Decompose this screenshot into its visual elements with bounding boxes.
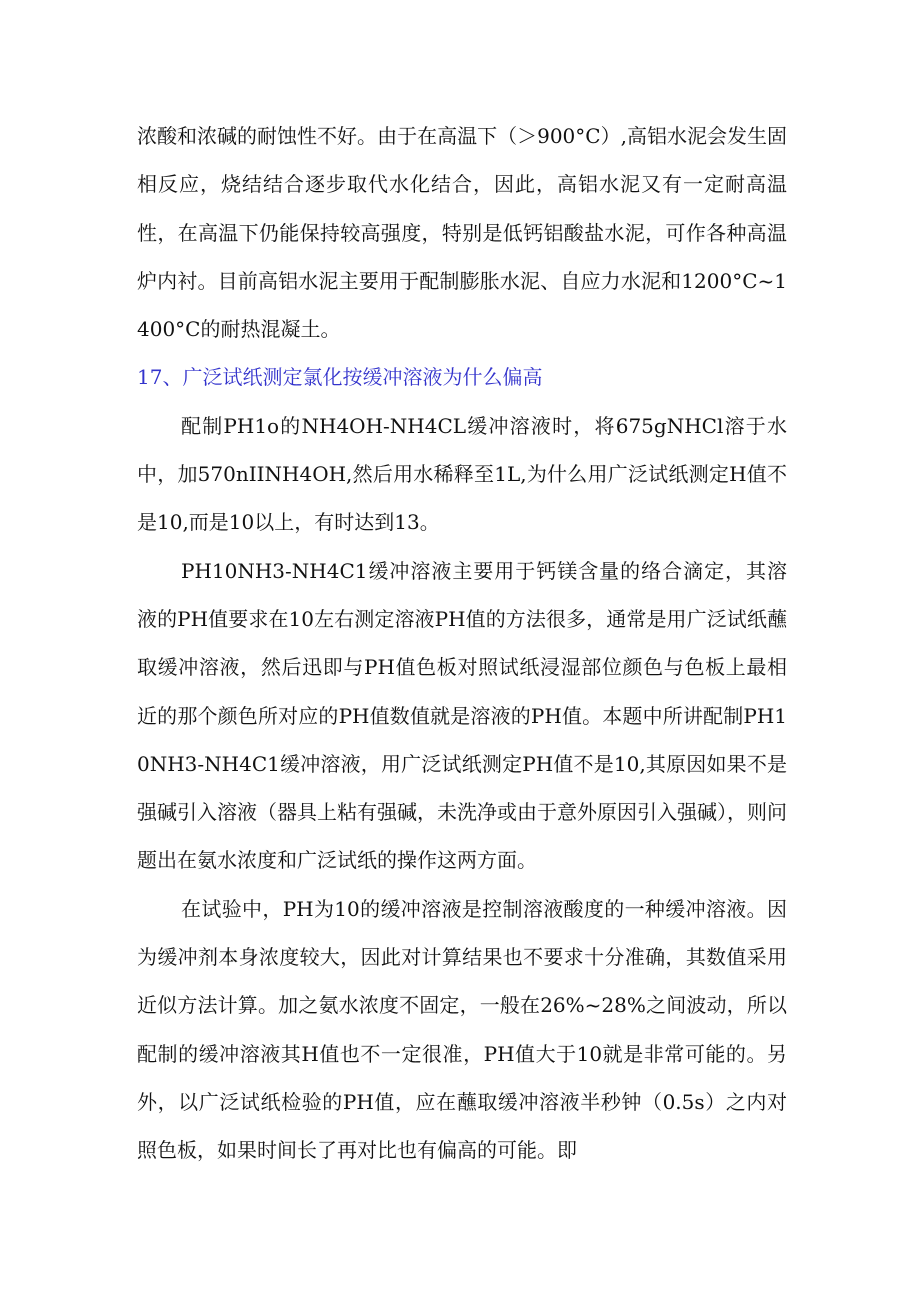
paragraph-high-alumina-cement: 浓酸和浓碱的耐蚀性不好。由于在高温下（＞900°C）,高铝水泥会发生固相反应，烧结结合逐步取代水化结合，因此，高铝水泥又有一定耐高温性，在高温下仍能保持较高强度，特别是低钙铝酸盐水泥，可作各种高温炉内衬。目前高铝水泥主要用于配制膨胀水泥、自应力水泥和1200°C~1400°C的耐热混凝土。 bbox=[137, 124, 787, 342]
paragraph-answer-1: PH10NH3-NH4C1缓冲溶液主要用于钙镁含量的络合滴定，其溶液的PH值要求在10左右测定溶液PH值的方法很多，通常是用广泛试纸蘸取缓冲溶液，然后迅即与PH值色板对照试纸浸湿部位颜色与色板上最相近的那个颜色所对应的PH值数值就是溶液的PH值。本题中所讲配制PH10NH3-NH4C1缓冲溶液，用广泛试纸测定PH值不是10,其原因如果不是强碱引入溶液（器具上粘有强碱，未洗净或由于意外原因引入强碱），则问题出在氨水浓度和广泛试纸的操作这两方面。 bbox=[137, 558, 787, 873]
paragraph-question: 配制PH1o的NH4OH-NH4CL缓冲溶液时，将675gNHCl溶于水中，加570nIINH4OH,然后用水稀释至1L,为什么用广泛试纸测定H值不是10,而是10以上，有时达到13。 bbox=[137, 413, 787, 535]
document-body bbox=[137, 112, 787, 1175]
section-heading-17: 17、广泛试纸测定氯化按缓冲溶液为什么偏高 bbox=[137, 365, 543, 390]
paragraph-answer-2: 在试验中，PH为10的缓冲溶液是控制溶液酸度的一种缓冲溶液。因为缓冲剂本身浓度较大，因此对计算结果也不要求十分准确，其数值采用近似方法计算。加之氨水浓度不固定，一般在26%~28%之间波动，所以配制的缓冲溶液其H值也不一定很准，PH值大于10就是非常可能的。另外，以广泛试纸检验的PH值，应在蘸取缓冲溶液半秒钟（0.5s）之内对照色板，如果时间长了再对比也有偏高的可能。即 bbox=[137, 896, 787, 1163]
